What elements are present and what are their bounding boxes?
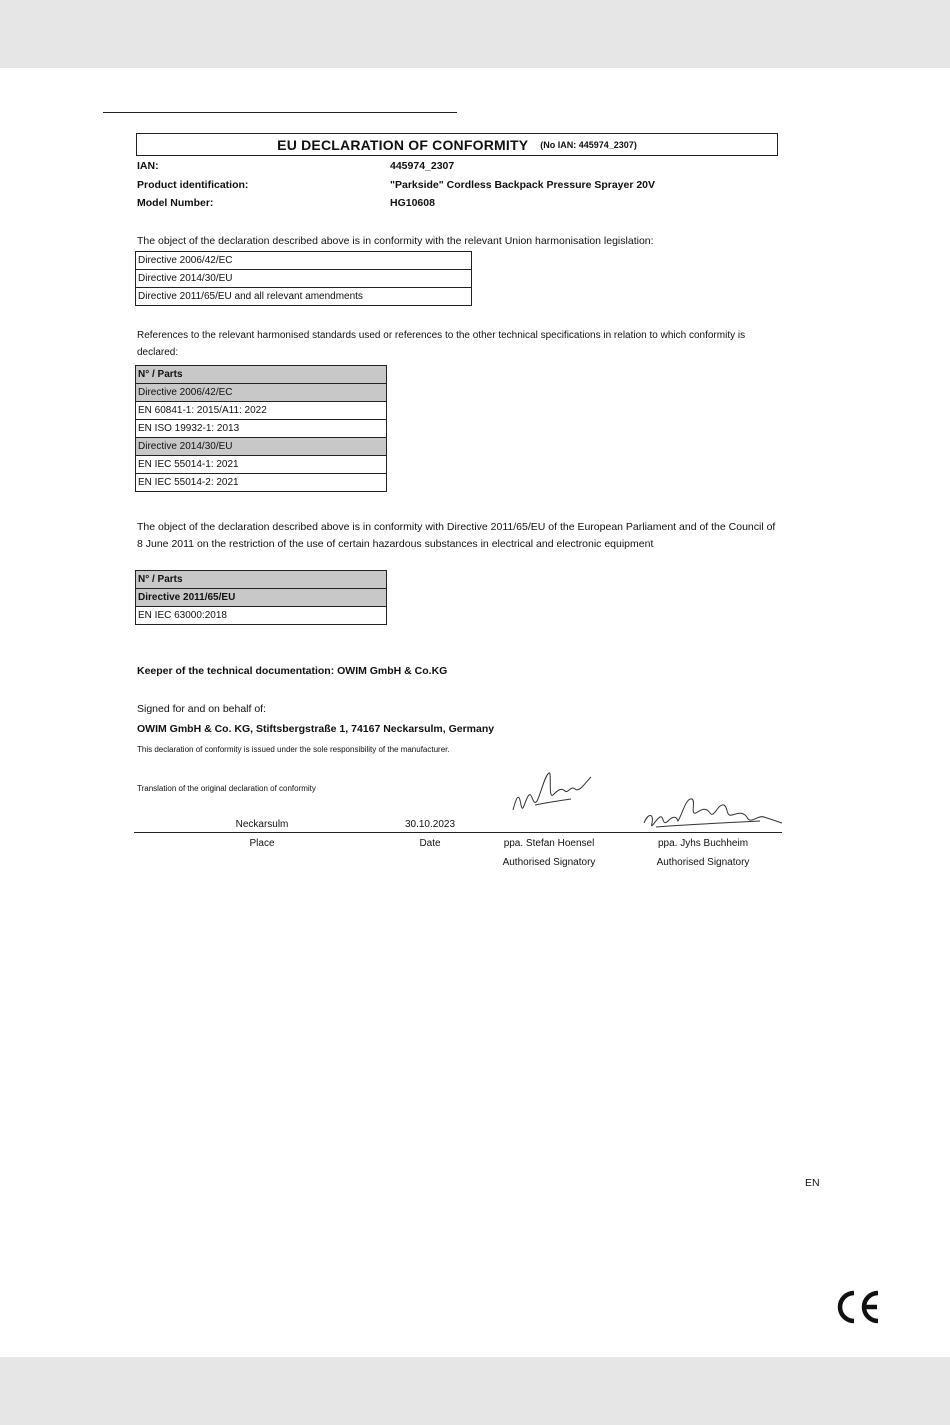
place-label: Place xyxy=(249,838,275,849)
keeper-text: Keeper of the technical documentation: OWIM GmbH & Co.KG xyxy=(137,665,448,677)
signatory-2-name: ppa. Jyhs Buchheim xyxy=(657,838,749,849)
ce-mark-svg xyxy=(832,1287,882,1327)
field-label-ian: IAN: xyxy=(137,160,159,172)
standards-cell: Directive 2014/30/EU xyxy=(136,438,387,456)
standards-cell: EN ISO 19932-1: 2013 xyxy=(136,420,387,438)
rohs-cell: N° / Parts xyxy=(136,571,387,589)
signature-line xyxy=(134,832,782,833)
top-gray-band xyxy=(0,0,950,68)
standards-cell: N° / Parts xyxy=(136,366,387,384)
signed-for-text: Signed for and on behalf of: xyxy=(137,703,267,715)
references-text: References to the relevant harmonised standards used or references to the other technical specifications in relation to which conformity is declared: xyxy=(137,330,746,358)
standards-row xyxy=(136,474,387,492)
intro-text: The object of the declaration described above is in conformity with the relevant Union harmonisation legislation: xyxy=(137,235,654,247)
signatory-1-role: Authorised Signatory xyxy=(502,857,596,868)
directive-cell: Directive 2011/65/EU and all relevant amendments xyxy=(136,288,472,306)
rohs-cell: Directive 2011/65/EU xyxy=(136,589,387,607)
translation-note: Translation of the original declaration of conformity xyxy=(137,784,316,793)
declaration-title-ref: (No IAN: 445974_2307) xyxy=(540,139,637,150)
rohs-text: The object of the declaration described above is in conformity with Directive 2011/65/EU of the European Parliament and of the Council of 8 June 2011 on the restriction of the use of certain hazardous substances in electrical and electronic equipment xyxy=(137,521,776,550)
field-value-ian: 445974_2307 xyxy=(390,160,455,172)
standards-row xyxy=(136,456,387,474)
standards-row xyxy=(136,402,387,420)
field-label-product: Product identification: xyxy=(137,179,249,191)
field-value-model: HG10608 xyxy=(390,197,435,209)
rohs-row xyxy=(136,589,387,607)
standards-row xyxy=(136,384,387,402)
standards-row xyxy=(136,420,387,438)
place-value: Neckarsulm xyxy=(235,819,289,830)
signatory-1-name: ppa. Stefan Hoensel xyxy=(503,838,595,849)
signature-1-image xyxy=(505,765,605,820)
standards-cell: EN IEC 55014-2: 2021 xyxy=(136,474,387,492)
directive-row xyxy=(136,252,472,270)
directives-table xyxy=(135,251,472,306)
standards-cell: Directive 2006/42/EC xyxy=(136,384,387,402)
field-value-product: "Parkside" Cordless Backpack Pressure Sprayer 20V xyxy=(390,179,656,191)
standards-row xyxy=(136,438,387,456)
ce-mark-icon xyxy=(832,1287,882,1327)
rohs-cell: EN IEC 63000:2018 xyxy=(136,607,387,625)
signatory-2-role: Authorised Signatory xyxy=(656,857,750,868)
company-text: OWIM GmbH & Co. KG, Stiftsbergstraße 1, 74167 Neckarsulm, Germany xyxy=(137,723,495,735)
rohs-table xyxy=(135,570,387,625)
language-code: EN xyxy=(805,1177,820,1189)
bottom-gray-band xyxy=(0,1357,950,1425)
field-label-model: Model Number: xyxy=(137,197,214,209)
standards-row xyxy=(136,366,387,384)
directive-row xyxy=(136,288,472,306)
directive-row xyxy=(136,270,472,288)
directive-cell: Directive 2014/30/EU xyxy=(136,270,472,288)
standards-cell: EN 60841-1: 2015/A11: 2022 xyxy=(136,402,387,420)
date-label: Date xyxy=(419,838,441,849)
declaration-title-box xyxy=(136,133,778,156)
standards-table xyxy=(135,365,387,492)
rohs-row xyxy=(136,571,387,589)
rohs-row xyxy=(136,607,387,625)
header-rule xyxy=(103,112,457,113)
responsibility-note: This declaration of conformity is issued under the sole responsibility of the manufacturer. xyxy=(137,745,450,754)
date-value: 30.10.2023 xyxy=(404,819,456,830)
standards-cell: EN IEC 55014-1: 2021 xyxy=(136,456,387,474)
directive-cell: Directive 2006/42/EC xyxy=(136,252,472,270)
declaration-title: EU DECLARATION OF CONFORMITY xyxy=(277,136,529,153)
